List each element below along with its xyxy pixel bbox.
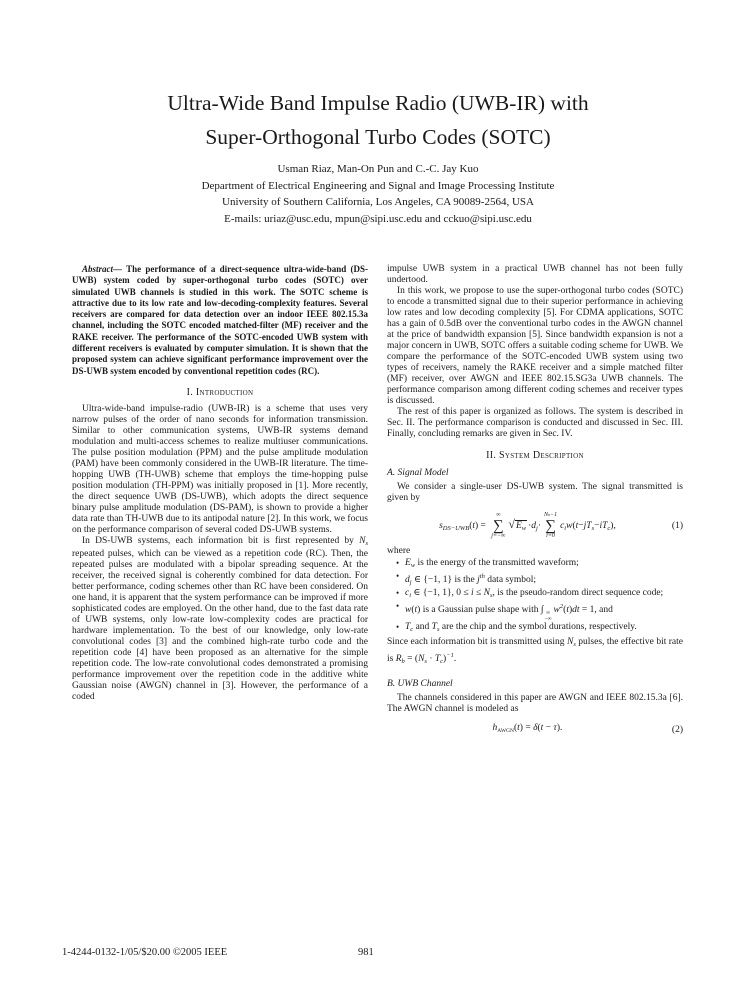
paper-title bbox=[72, 86, 684, 154]
intro-paragraph-3: In this work, we propose to use the super-orthogonal turbo codes (SOTC) to encode a transmitted signal due to their superior performance in achieving low rates and low decoding complexity [5]. For CDMA applications, SOTC has a gain of 0.5dB over the conventional turbo codes in the AWGN channel at the price of bandwidth expansion [5]. Since bandwidth expansion is not a major concern in UWB, SOTC offers a suitable coding scheme for UWB. We compare the performance of the SOTC-encoded UWB system using two types of receivers, namely the RAKE receiver and a simple matched filter (MF) receiver, over AWGN and IEEE 802.15.SG3a UWB channels. The performance comparison among different coding schemes and receiver types is discussed. bbox=[387, 286, 683, 406]
abstract-text: The performance of a direct-sequence ultra-wide-band (DS-UWB) system coded by super-orthogonal turbo codes (SOTC) over simulated UWB channels is studied in this work. The SOTC scheme is attractive due to its low rate and low-decoding-complexity features. Several receivers are compared for data detection over an indoor IEEE 802.15.3a channel, including the SOTC encoded matched-filter (MF) receiver and the RAKE receiver. The performance of the SOTC-encoded UWB system with different receivers is evaluated by computer simulation. It is shown that the proposed system can achieve significant performance improvement over the DS-UWB system encoded by conventional repetition codes (RC). bbox=[72, 264, 368, 376]
intro-paragraph-1: Ultra-wide-band impulse-radio (UWB-IR) is a scheme that uses very narrow pulses of the order of nano seconds for information transmission. Similar to other communication systems, UWB-IR systems demand modulation and multi-access schemes to realize multiuser communications. The pulse position modulation (PPM) and the pulse amplitude modulation (PAM) have been commonly considered in the UWB-IR literature. The time-hopping UWB (TH-UWB) scheme that employs the time-hopping pulse position modulation (TH-PPM) was initially proposed in [1]. More recently, the direct sequence UWB (DS-UWB), which adopts the direct sequence binary pulse amplitude modulation (DS-PAM), is shown to provide a higher data rate than TH-UWB due to its antipodal nature [2]. In this work, we focus on the performance comparison of several coded DS-UWB systems. bbox=[72, 403, 368, 535]
uwb-channel-paragraph: The channels considered in this paper are AWGN and IEEE 802.15.3a [6]. The AWGN channel is modeled as bbox=[387, 693, 683, 714]
equation-1-body: $s_{DS-UWB}(t)$ = ∞ ∑ j=−∞ √ $E_w$ $\cdot d_j\cdot$ Nₛ−1 ∑ i=0 $c_iw(t-jT_s-iT_c)$, bbox=[439, 512, 616, 539]
bit-rate-paragraph: Since each information bit is transmitted using $N_s$ pulses, the effective bit rate is $R_b = (N_s \cdot T_c)^{-1}$. bbox=[387, 637, 683, 665]
copyright-notice: 1-4244-0132-1/05/$20.00 ©2005 IEEE bbox=[62, 947, 228, 958]
equation-2-number: (2) bbox=[671, 724, 683, 735]
affiliation-department: Department of Electrical Engineering and Signal and Image Processing Institute bbox=[201, 179, 555, 192]
equation-1-number: (1) bbox=[671, 520, 683, 531]
equation-2-body: $h_{AWGN}(t) = \delta(t - \tau)$. bbox=[492, 723, 563, 734]
signal-model-paragraph: We consider a single-user DS-UWB system. The signal transmitted is given by bbox=[387, 482, 683, 503]
abstract-label: Abstract— bbox=[82, 264, 123, 274]
author-emails: E-mails: uriaz@usc.edu, mpun@sipi.usc.edu and cckuo@sipi.usc.edu bbox=[224, 212, 532, 225]
bullet-item-ci: • $c_i$ ∈ {−1, 1}, $0 \le i \le N_s$, is the pseudo-random direct sequence code; bbox=[405, 588, 683, 601]
paper-content bbox=[72, 86, 684, 743]
intro-paragraph-2-continuation: impulse UWB system in a practical UWB channel has not been fully undertood. bbox=[387, 264, 683, 285]
bullet-item-TcTs: • $T_c$ and $T_s$ are the chip and the symbol durations, respectively. bbox=[405, 622, 683, 635]
paper-title-line1: Ultra-Wide Band Impulse Radio (UWB-IR) with bbox=[167, 91, 589, 115]
bullet-item-wt: • w(t) is a Gaussian pulse shape with ∫ ∞ −∞ $w^2(t)dt = 1$, and bbox=[405, 601, 683, 622]
subsection-heading-uwb-channel: B. UWB Channel bbox=[387, 679, 453, 689]
right-column bbox=[387, 264, 683, 743]
symbol-definition-list bbox=[387, 558, 683, 635]
page-number: 981 bbox=[358, 947, 374, 958]
where-label: where bbox=[387, 546, 411, 556]
bullet-item-dj: • $d_j$ ∈ {−1, 1} is the $j^{th}$ data symbol; bbox=[405, 571, 683, 588]
affiliation-university: University of Southern California, Los Angeles, CA 90089-2564, USA bbox=[222, 196, 534, 208]
subsection-heading-signal-model: A. Signal Model bbox=[387, 468, 449, 478]
left-column bbox=[72, 264, 368, 743]
intro-paragraph-2: In DS-UWB systems, each information bit is first represented by $N_s$ repeated pulses, which can be viewed as a repetition code (RC). Then, the repeated pulses are modulated with a bipolar spreading sequence. At the receiver, the received signal is coherently combined for data detection. For better performance, coding schemes other than RC have been considered. On one hand, it is apparent that the system performance can be improved if more sophisticated codes are employed. On the other hand, due to the fast data rate of UWB systems, only low-rate low-complexity codes are practical for hardware implementation. To the best of our knowledge, only low-rate convolutional codes [3] and the combined high-rate turbo code and the repetition code [4] have been proposed as an alternative for the simple repetition code. The low-rate convolutional codes demonstrated a promising performance improvement over the repetition code in the additive white Gaussian noise (AWGN) channel in [3]. However, the performance of a coded bbox=[72, 535, 368, 702]
abstract bbox=[72, 264, 368, 377]
authors: Usman Riaz, Man-On Pun and C.-C. Jay Kuo bbox=[277, 163, 479, 175]
section-heading-introduction: I. Introduction bbox=[186, 386, 254, 398]
paper-title-line2: Super-Orthogonal Turbo Codes (SOTC) bbox=[205, 125, 551, 149]
intro-paragraph-4: The rest of this paper is organized as follows. The system is described in Sec. II. The performance comparison is conducted and discussed in Sec. III. Finally, concluding remarks are given in Sec. IV. bbox=[387, 407, 683, 439]
two-column-body bbox=[72, 264, 684, 743]
author-block bbox=[72, 161, 684, 227]
bullet-item-Ew: • $E_w$ is the energy of the transmitted waveform; bbox=[405, 558, 683, 571]
equation-2 bbox=[387, 723, 683, 737]
section-heading-system-description: II. System Description bbox=[486, 450, 584, 461]
equation-1 bbox=[387, 512, 683, 540]
